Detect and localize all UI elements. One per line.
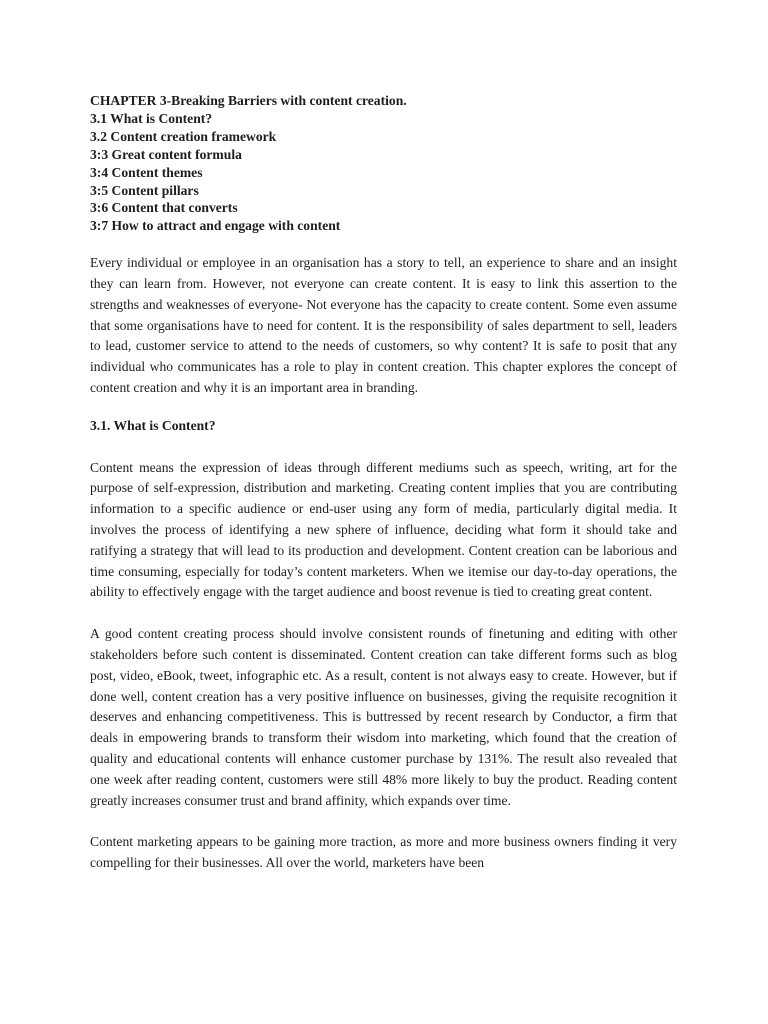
body-paragraph: Content marketing appears to be gaining more traction, as more and more business owners finding it very compelling for their businesses. All over the world, marketers have been (90, 834, 677, 871)
toc-item: 3:7 How to attract and engage with content (90, 218, 341, 234)
chapter-title: CHAPTER 3-Breaking Barriers with content creation. (90, 93, 407, 108)
toc-item: 3.1 What is Content? (90, 110, 213, 126)
intro-paragraph: Every individual or employee in an organisation has a story to tell, an experience to share and an insight they can learn from. However, not everyone can create content. It is easy to link this assertion to the strengths and weaknesses of everyone- Not everyone has the capacity to create content. Some even assume that some organisations have to need for content. It is the responsibility of sales department to sell, leaders to lead, customer service to attend to the needs of customers, so why content? It is safe to posit that any individual who communicates has a role to play in content creation. This chapter explores the concept of content creation and why it is an important area in branding. (90, 255, 677, 396)
toc-item: 3.2 Content creation framework (90, 128, 277, 144)
document-page (90, 92, 677, 874)
toc-item: 3:4 Content themes (90, 164, 203, 180)
toc-item: 3:6 Content that converts (90, 200, 238, 216)
chapter-contents-list (90, 92, 677, 235)
section-heading: 3.1. What is Content? (90, 417, 216, 433)
body-paragraph: A good content creating process should involve consistent rounds of finetuning and editing with other stakeholders before such content is disseminated. Content creation can take different forms such as blog post, video, eBook, tweet, infographic etc. As a result, content is not always easy to create. However, but if done well, content creation has a very positive influence on businesses, giving the requisite recognition it deserves and enhancing competitiveness. This is buttressed by recent research by Conductor, a firm that deals in empowering brands to transform their wisdom into marketing, which found that the creation of quality and educational contents will enhance customer purchase by 131%. The result also revealed that one week after reading content, customers were still 48% more likely to buy the product. Reading content greatly increases consumer trust and brand affinity, which expands over time. (90, 626, 677, 808)
toc-item: 3:3 Great content formula (90, 146, 242, 162)
toc-item: 3:5 Content pillars (90, 182, 199, 198)
body-paragraph: Content means the expression of ideas through different mediums such as speech, writing, art for the purpose of self-expression, distribution and marketing. Creating content implies that you are contributing information to a specific audience or end-user using any form of media, particularly digital media. It involves the process of identifying a new sphere of influence, deciding what form it should take and ratifying a strategy that will lead to its production and development. Content creation can be laborious and time consuming, especially for today’s content marketers. When we itemise our day-to-day operations, the ability to effectively engage with the target audience and boost revenue is tied to creating great content. (90, 459, 677, 600)
